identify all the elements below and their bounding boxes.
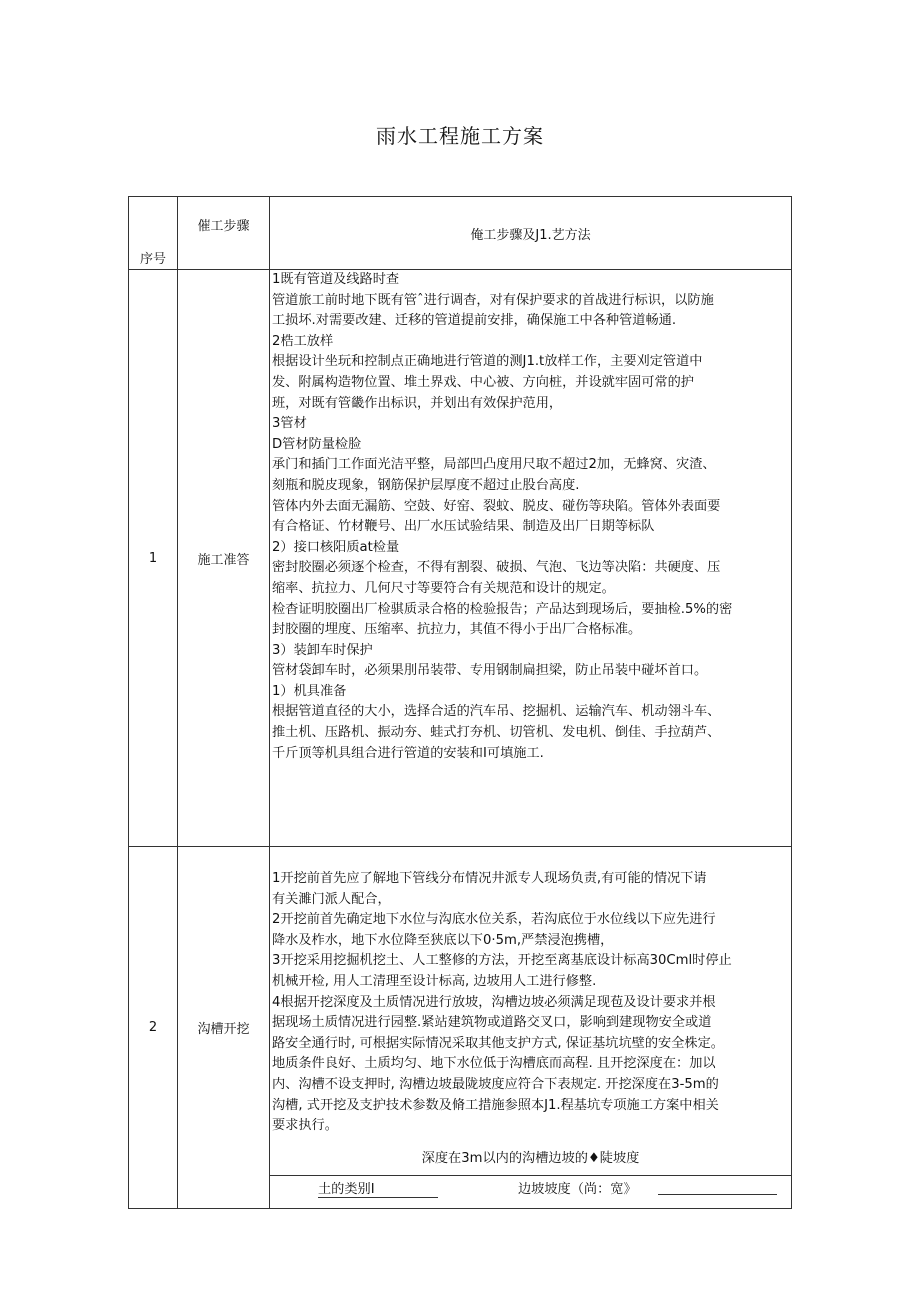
text-line: 2梏工放样 — [272, 333, 334, 349]
text-line: 管道旅工前时地下既有管ˆ进行调杳，对有保护要求的首战进行标识，以防施 — [272, 292, 714, 308]
text-line: 千斤顶等机具组合进行管道的安装和I可填施工. — [272, 745, 544, 761]
text-line: 发、附属构造物位置、堆土界戏、中心被、方向桩，并设就牢固可常的护 — [272, 374, 694, 390]
construction-plan-table — [128, 196, 792, 1209]
row-step: 沟槽开挖 — [178, 847, 270, 1209]
text-line: 内、沟槽不设支押时, 沟槽边坡最陇坡度应符合下表规定. 开挖深度在3-5m的 — [272, 1076, 719, 1092]
row-seq: 1 — [129, 270, 178, 847]
text-line: 封胶圈的埋度、压缩率、抗拉力，其值不得小于出厂合格标准。 — [272, 622, 642, 638]
text-line: 据现场土质情况进行园整.紧站建筑物或道路交叉口，影响到建现物安全或道 — [272, 1015, 712, 1031]
text-line: 降水及柞水，地下水位降至狭底以下0·5m,严禁浸泡携槽， — [272, 932, 614, 948]
method-text — [270, 270, 791, 764]
text-line: 刻瓶和脱皮现象，钢筋保护层厚度不超过止股台高度. — [272, 477, 580, 493]
table-row — [129, 270, 792, 847]
row-method — [270, 847, 792, 1209]
text-line: 2开挖前首先确定地下水位与沟底水位关系，若沟底位于水位线以下应先进行 — [272, 912, 716, 928]
text-line: 管材袋卸车时，必须果刖吊装带、专用钢制扁担梁，防止吊装中碰坏首口。 — [272, 663, 708, 679]
header-step: 催工步骤 — [178, 197, 270, 270]
text-line: 管体内外去面无漏筋、空鼓、好窑、裂蚊、脱皮、碰伤等玦陷。管体外表面要 — [272, 498, 721, 514]
header-seq: 序号 — [129, 197, 178, 270]
text-line: 班，对既有管畿作出标识，并划出有效保护范用， — [272, 395, 563, 411]
slope-table-title: 深度在3m以内的沟槽边坡的♦陡坡度 — [421, 1150, 640, 1166]
text-line: 根据设计坐玩和控制点正确地进行管道的测J1.t放样工作，主要刈定管道中 — [272, 354, 703, 370]
row-step: 施工准答 — [178, 270, 270, 847]
page-title: 雨水工程施工方案 — [376, 124, 544, 148]
text-line: 工损坏.对需要改建、迁移的管道提前安排，确保施工中各种管道畅通. — [272, 313, 677, 329]
text-line: 检杳证明胶圈出厂检骐质录合格的检验报告；产品达到现场后，要抽检.5%的密 — [272, 601, 733, 617]
text-line: 路安全通行时, 可根据实际情况采取其他支护方式, 保证基坑坑壁的安全株定。 — [272, 1035, 724, 1051]
text-line: 1既有管道及线路时查 — [272, 272, 400, 287]
text-line: 3开挖采用挖掘机挖土、人工整修的方法，开挖至离基底设计标高30Cml时停止 — [272, 953, 732, 969]
text-line: 3管材 — [272, 416, 307, 432]
slope-col-blank — [658, 1180, 777, 1195]
text-line: 地质条件良好、土质均匀、地下水位低于沟槽底而高程. 且开挖深度在：加以 — [272, 1056, 716, 1072]
text-line: 1）机具准备 — [272, 683, 347, 699]
header-method: 俺工步骤及J1.艺方法 — [270, 197, 792, 270]
slope-col-soil: 土的类别I — [318, 1178, 438, 1198]
text-line: 要求执行。 — [272, 1118, 338, 1134]
text-line: 推土机、压路机、振动夯、蛙式打夯机、切管机、发电机、倒佳、手拉葫芦、 — [272, 725, 721, 741]
row-method — [270, 270, 792, 847]
text-line: 密封胶圈必须逐个检查，不得有割裂、破损、气泡、飞边等决陷：共硬度、压 — [272, 560, 721, 576]
row-seq: 2 — [129, 847, 178, 1209]
text-line: 机械开检, 用人工清理至设计标高, 边坡用人工进行修整. — [272, 973, 597, 989]
text-line: 1开挖前首先应了解地下管线分布情况井派专人现场负责,有可能的情况下请 — [272, 871, 707, 886]
slope-col-slope: 边坡坡度（尚：宽》 — [518, 1182, 637, 1198]
text-line: 缩率、抗拉力、几何尺寸等要符合有关规范和设计的规定。 — [272, 580, 615, 596]
table-header-row — [129, 197, 792, 270]
slope-table-header — [270, 1175, 791, 1200]
text-line: 有关濉门派人配合， — [272, 891, 391, 907]
method-text — [270, 847, 791, 1137]
text-line: 根据管道直径的大小，选择合适的汽车吊、挖掘机、运输汽车、机动翎斗车、 — [272, 704, 721, 720]
table-row — [129, 847, 792, 1209]
text-line: 承门和插门工作面光洁平整，局部凹凸度用尺取不超过2加，无蜂窝、灾渣、 — [272, 457, 716, 473]
text-line: 有合格证、竹材鞭号、出厂水压试验结果、制造及出厂日期等标队 — [272, 519, 655, 535]
text-line: 2）接口核阳质at检量 — [272, 539, 400, 555]
text-line: 4根据开挖深度及土质情况进行放坡，沟槽边坡必须满足现苞及设计要求并根 — [272, 994, 716, 1010]
text-line: D管材防量检脸 — [272, 436, 362, 452]
text-line: 沟槽, 式开挖及支护技术参数及脩工措施参照本J1.程基坑专项施工方案中相关 — [272, 1097, 719, 1113]
text-line: 3）装卸车时保护 — [272, 642, 373, 658]
